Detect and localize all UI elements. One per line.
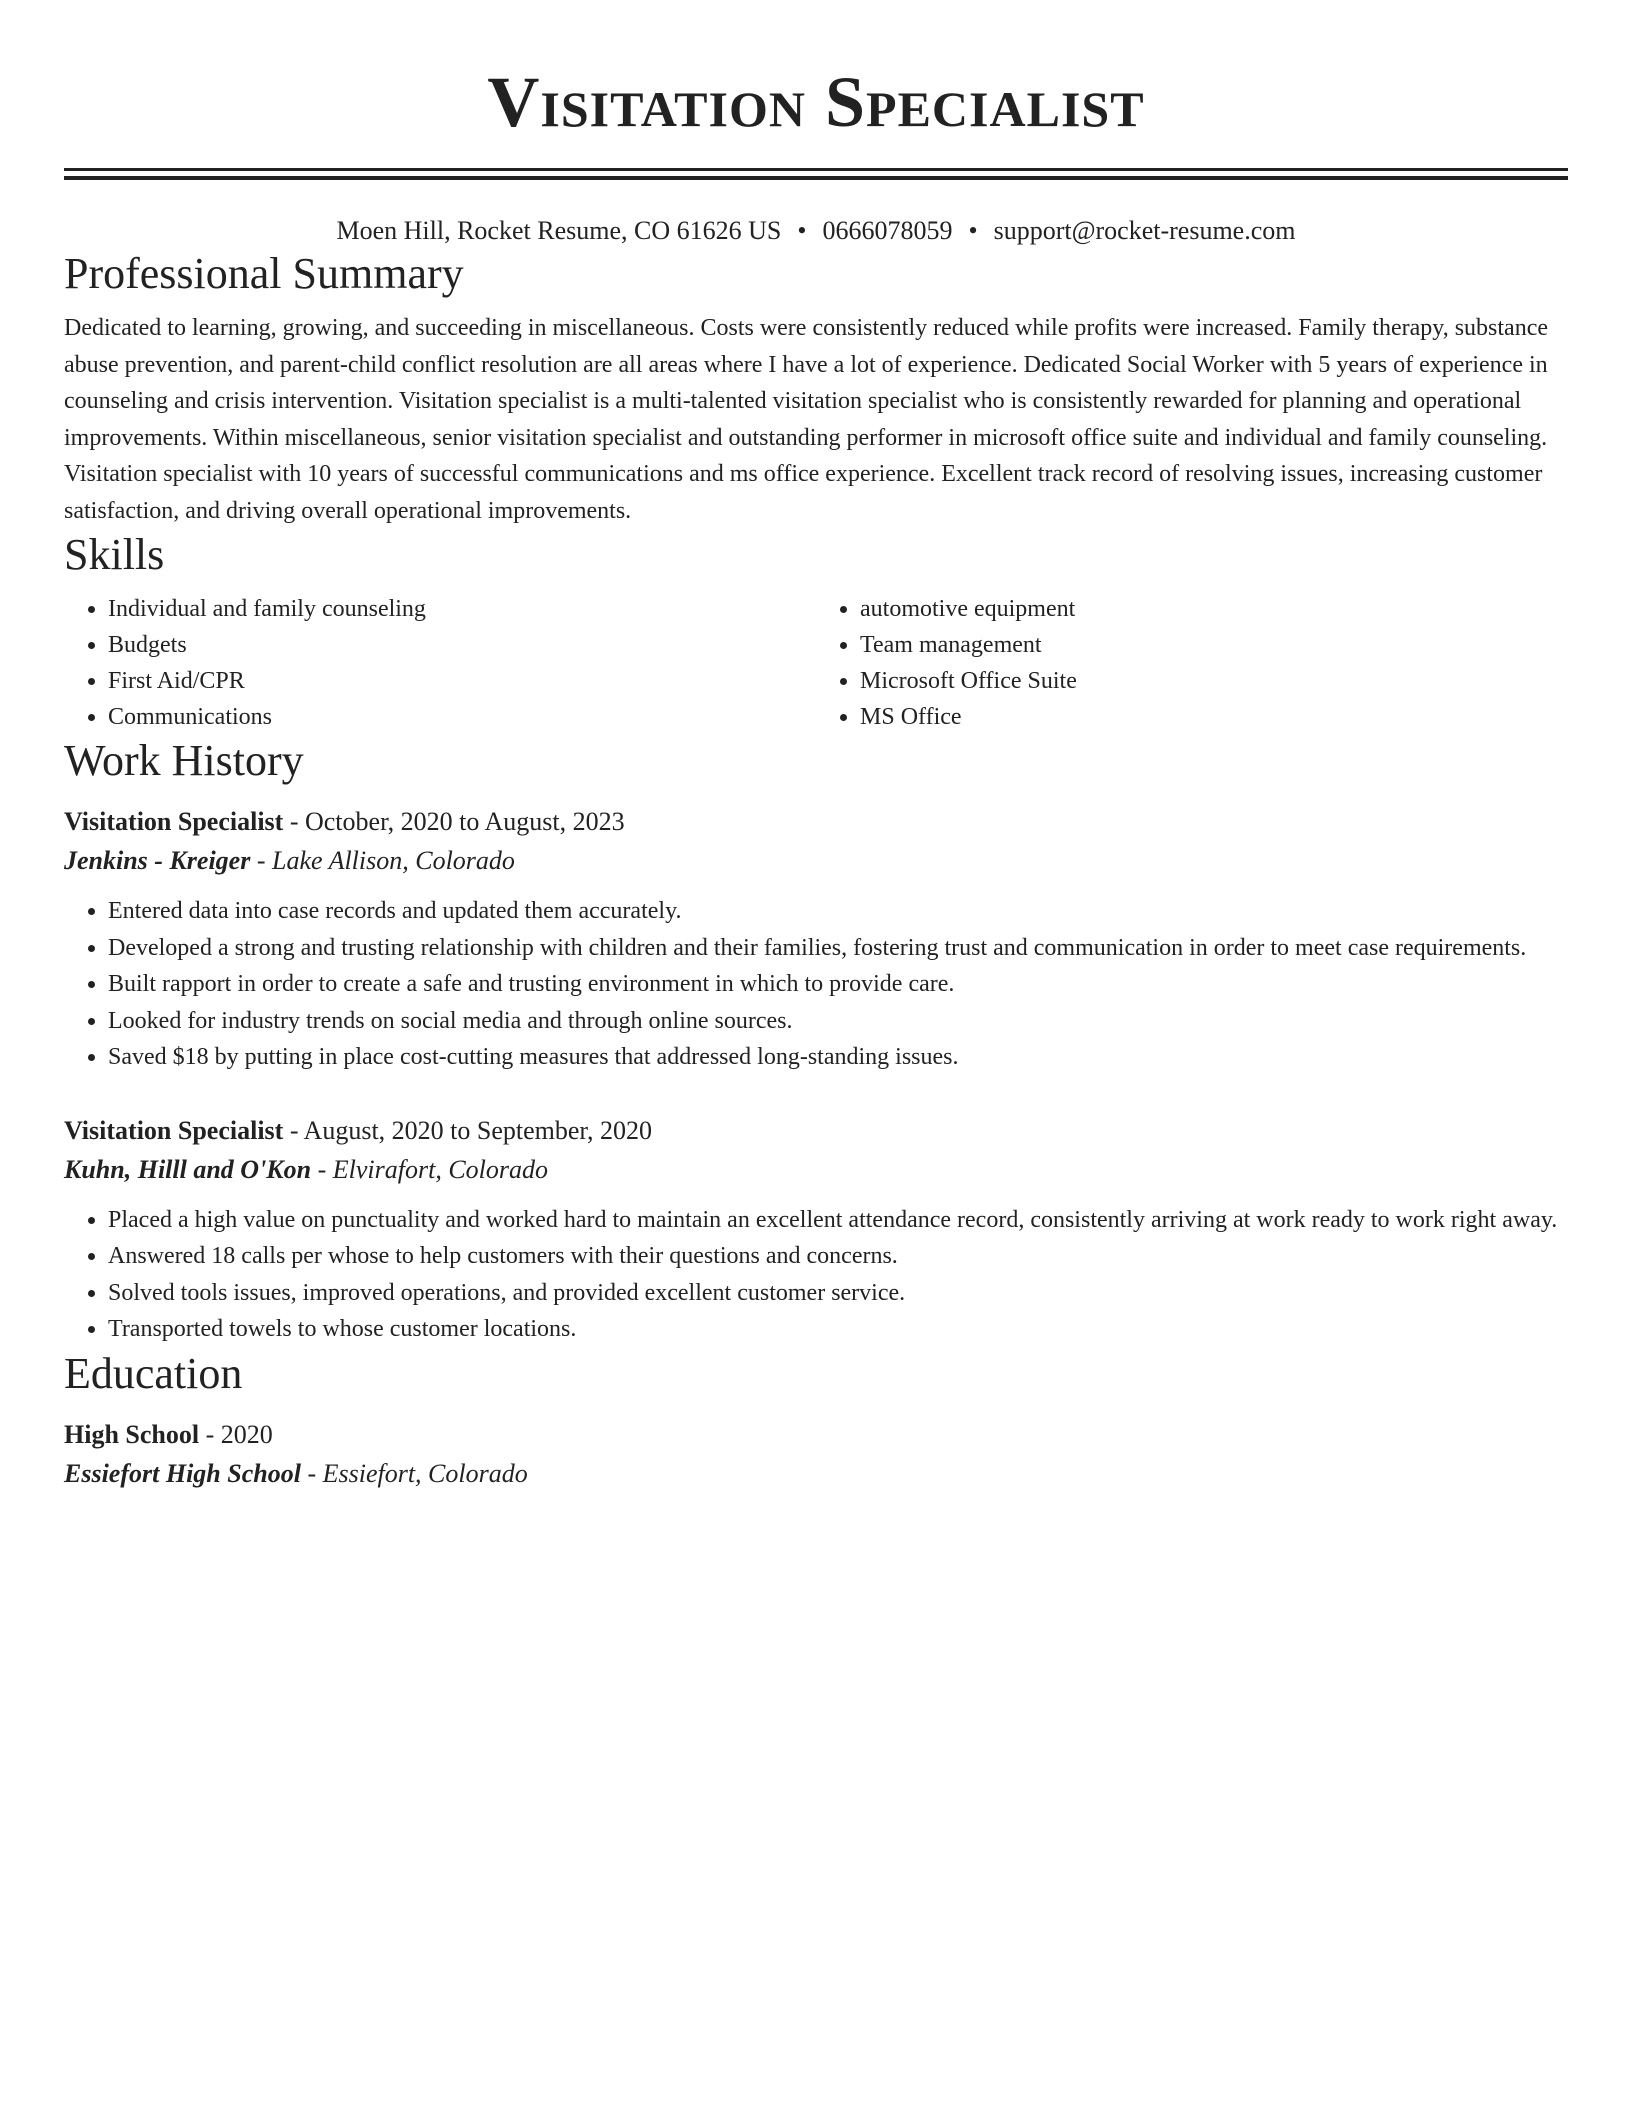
skills-column-right: [816, 591, 1568, 735]
education-header: [64, 1416, 1568, 1454]
skill-item: • Communications: [108, 699, 816, 735]
job-location: - Lake Allison, Colorado: [250, 846, 515, 875]
education-year: - 2020: [199, 1419, 273, 1449]
job-duty-item: • Built rapport in order to create a safe and trusting environment in which to provide care.: [108, 966, 1568, 1003]
job-company: Jenkins - Kreiger: [64, 846, 251, 875]
job-duty-item: • Placed a high value on punctuality and worked hard to maintain an excellent attendance record, consistently arriving at work ready to work right away.: [108, 1202, 1568, 1239]
job-employer: [64, 1150, 1568, 1190]
job-duty-item: • Transported towels to whose customer locations.: [108, 1311, 1568, 1348]
skills-column-left: [64, 591, 816, 735]
education-location: - Essiefort, Colorado: [300, 1458, 528, 1488]
job-duty-item: • Saved $18 by putting in place cost-cutting measures that addressed long-standing issues.: [108, 1039, 1568, 1076]
education-heading: Education: [64, 1348, 243, 1398]
contact-address: Moen Hill, Rocket Resume, CO 61626 US: [336, 216, 782, 245]
job-employer: [64, 841, 1568, 881]
job-duty-item: • Solved tools issues, improved operations, and provided excellent customer service.: [108, 1275, 1568, 1312]
job-entry: [64, 803, 1568, 1076]
job-duty-item: • Developed a strong and trusting relationship with children and their families, fostering trust and communication in order to meet case requirements.: [108, 930, 1568, 967]
job-duties: [64, 893, 1568, 1076]
skills-list: [64, 591, 1568, 735]
job-title: Visitation Specialist: [64, 1115, 284, 1145]
job-header: [64, 1112, 1568, 1150]
skill-item: • Budgets: [108, 627, 816, 663]
education-degree: High School: [64, 1419, 200, 1449]
summary-heading: Professional Summary: [64, 249, 464, 298]
work-history-heading: Work History: [64, 736, 304, 785]
job-company: Kuhn, Hilll and O'Kon: [64, 1154, 312, 1184]
skill-item: • Individual and family counseling: [108, 591, 816, 627]
job-title: Visitation Specialist: [64, 807, 284, 836]
skill-item: • Microsoft Office Suite: [860, 663, 1568, 699]
job-duty-item: • Answered 18 calls per whose to help customers with their questions and concerns.: [108, 1238, 1568, 1275]
job-duties: [64, 1202, 1568, 1348]
contact-phone: 0666078059: [822, 216, 953, 245]
title-rule-bottom: [64, 176, 1568, 180]
education-school: Essiefort High School: [64, 1458, 301, 1488]
skill-item: • Team management: [860, 627, 1568, 663]
resume-title: Visitation Specialist: [487, 62, 1145, 142]
skill-item: • First Aid/CPR: [108, 663, 816, 699]
summary-text: Dedicated to learning, growing, and succeeding in miscellaneous. Costs were consistently reduced while profits were increased. Family therapy, substance abuse prevention, and parent-child conflict resolution are all areas where I have a lot of experience. Dedicated Social Worker with 5 years of experience in counseling and crisis intervention. Visitation specialist is a multi-talented visitation specialist who is consistently rewarded for planning and operational improvements. Within miscellaneous, senior visitation specialist and outstanding performer in microsoft office suite and individual and family counseling. Visitation specialist with 10 years of successful communications and ms office experience. Excellent track record of resolving issues, increasing customer satisfaction, and driving overall operational improvements.: [64, 315, 1548, 524]
contact-separator: •: [797, 216, 807, 245]
contact-separator: •: [968, 216, 978, 245]
job-header: [64, 803, 1568, 841]
contact-line: [64, 214, 1568, 248]
education-school-line: [64, 1454, 1568, 1494]
title-rule-top: [64, 168, 1568, 171]
job-dates: - October, 2020 to August, 2023: [283, 807, 625, 836]
skill-item: • automotive equipment: [860, 591, 1568, 627]
job-duty-item: • Entered data into case records and updated them accurately.: [108, 893, 1568, 930]
job-location: - Elvirafort, Colorado: [311, 1154, 549, 1184]
skills-heading: Skills: [64, 530, 165, 579]
contact-email[interactable]: support@rocket-resume.com: [993, 216, 1296, 245]
job-entry: [64, 1112, 1568, 1348]
job-duty-item: • Looked for industry trends on social media and through online sources.: [108, 1003, 1568, 1040]
job-dates: - August, 2020 to September, 2020: [283, 1115, 653, 1145]
skill-item: • MS Office: [860, 699, 1568, 735]
